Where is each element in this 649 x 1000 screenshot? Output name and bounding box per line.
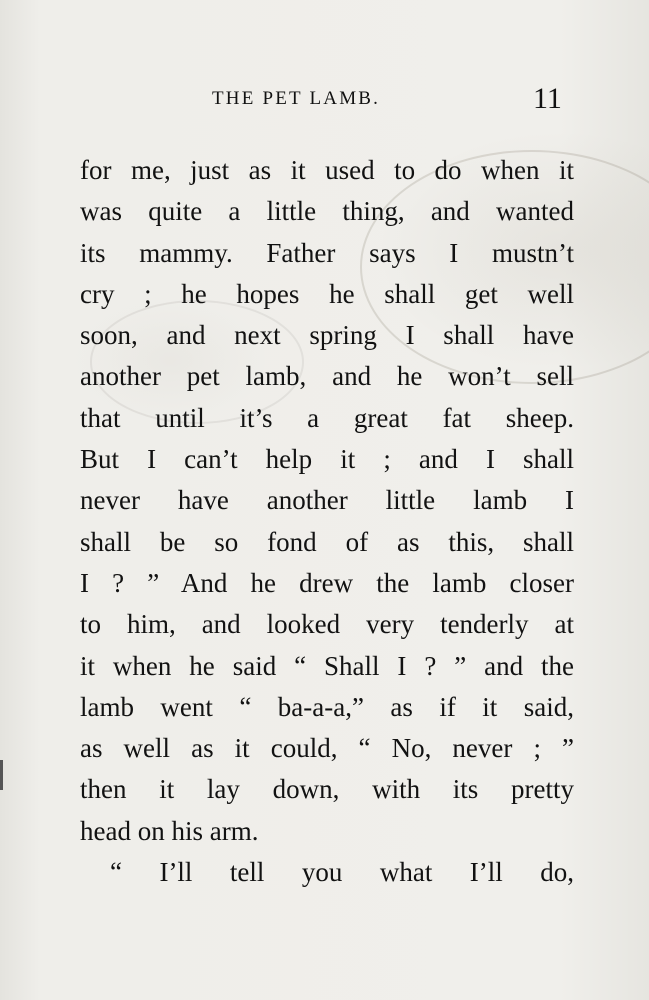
page-number: 11 — [533, 82, 562, 115]
page-edge-mark — [0, 760, 3, 790]
body-text — [80, 150, 574, 893]
text-line: another pet lamb, and he won’t sell — [80, 361, 574, 392]
text-line: never have another little lamb I — [80, 485, 574, 516]
text-line: head on his arm. — [80, 815, 259, 846]
text-line: that until it’s a great fat sheep. — [80, 402, 574, 433]
text-line: to him, and looked very tenderly at — [80, 609, 574, 640]
text-line: lamb went “ ba-a-a,” as if it said, — [80, 691, 574, 722]
page-header — [0, 82, 649, 122]
text-line: I ? ” And he drew the lamb closer — [80, 567, 574, 598]
text-line: soon, and next spring I shall have — [80, 320, 574, 351]
text-line: was quite a little thing, and wanted — [80, 196, 574, 227]
text-line: it when he said “ Shall I ? ” and the — [80, 650, 574, 681]
text-line: “ I’ll tell you what I’ll do, — [110, 857, 574, 888]
text-line: for me, just as it used to do when it — [80, 155, 574, 185]
text-line: But I can’t help it ; and I shall — [80, 444, 574, 475]
text-line: cry ; he hopes he shall get well — [80, 278, 574, 309]
text-line: as well as it could, “ No, never ; ” — [80, 733, 574, 764]
running-title: THE PET LAMB. — [212, 88, 381, 109]
text-line: its mammy. Father says I mustn’t — [80, 237, 574, 268]
text-line: shall be so fond of as this, shall — [80, 526, 574, 557]
text-line: then it lay down, with its pretty — [80, 774, 574, 805]
